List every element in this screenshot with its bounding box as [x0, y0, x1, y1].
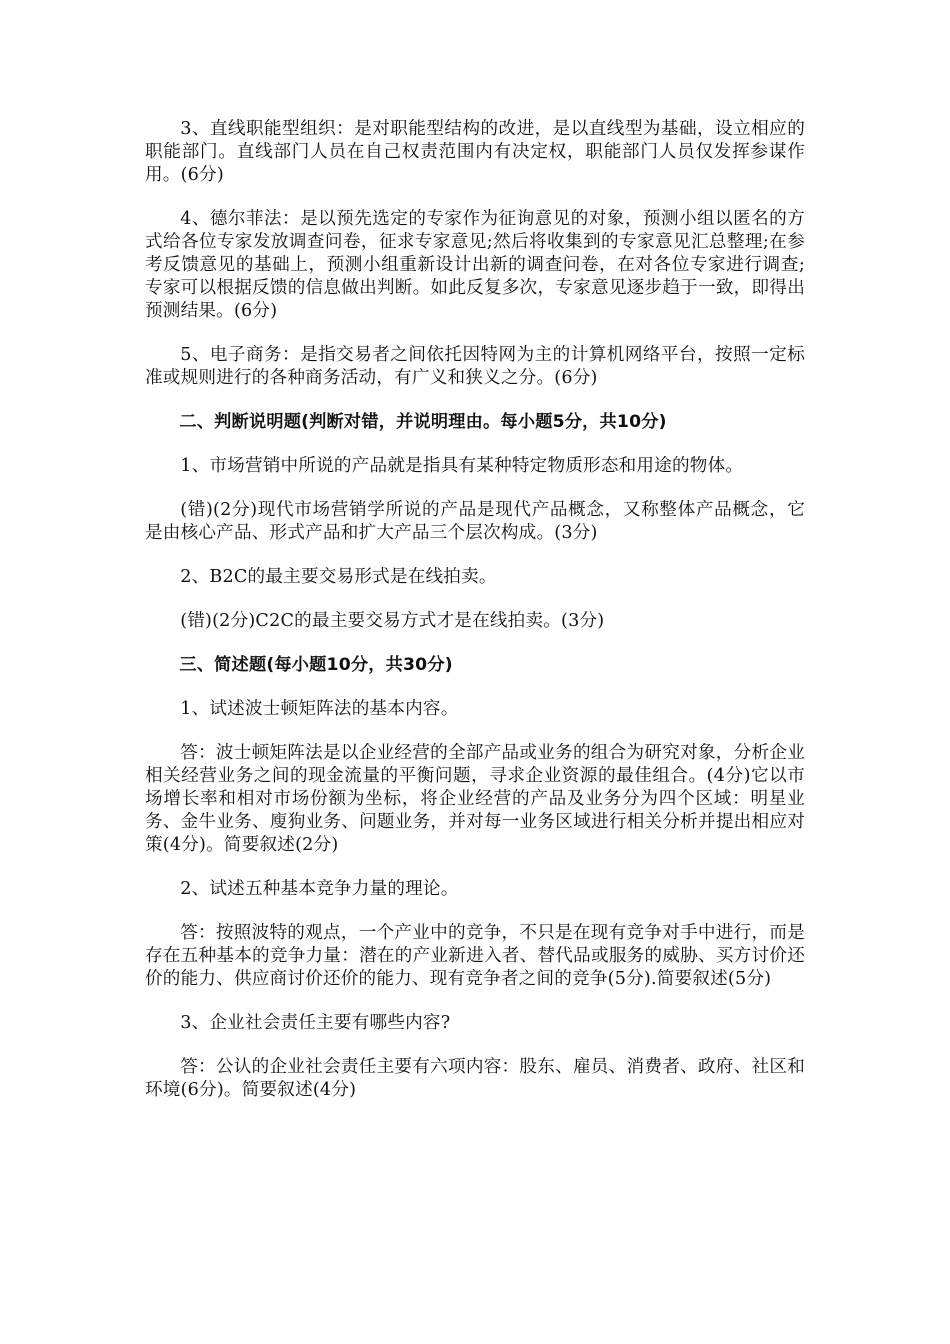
definition-direct-functional-organization: 3、直线职能型组织：是对职能型结构的改进，是以直线型为基础，设立相应的职能部门。直线部门人员在自己权责范围内有决定权，职能部门人员仅发挥参谋作用。(6分) [145, 119, 805, 185]
definition-delphi-method: 4、德尔菲法：是以预先选定的专家作为征询意见的对象，预测小组以匿名的方式给各位专家发放调查问卷，征求专家意见;然后将收集到的专家意见汇总整理;在参考反馈意见的基础上，预测小组重新设计出新的调查问卷，在对各位专家进行调查;专家可以根据反馈的信息做出判断。如此反复多次，专家意见逐步趋于一致，即得出预测结果。(6分) [145, 209, 805, 321]
short-answer-3: 答：公认的企业社会责任主要有六项内容：股东、雇员、消费者、政府、社区和环境(6分)。简要叙述(4分) [145, 1057, 805, 1100]
question-1-answer: (错)(2分)现代市场营销学所说的产品是现代产品概念，又称整体产品概念，它是由核心产品、形式产品和扩大产品三个层次构成。(3分) [145, 500, 805, 543]
question-1-statement: 1、市场营销中所说的产品就是指具有某种特定物质形态和用途的物体。 [180, 456, 744, 476]
section-heading-short-answer: 三、简述题(每小题10分，共30分) [179, 655, 453, 675]
question-2-statement: 2、B2C的最主要交易形式是在线拍卖。 [180, 567, 497, 587]
document-page [145, 118, 805, 1123]
short-answer-2: 答：按照波特的观点，一个产业中的竞争，不只是在现有竞争对手中进行，而是存在五种基本的竞争力量：潜在的产业新进入者、替代品或服务的威胁、买方讨价还价的能力、供应商讨价还价的能力、现有竞争者之间的竞争(5分).简要叙述(5分) [145, 923, 805, 989]
short-answer-1: 答：波士顿矩阵法是以企业经营的全部产品或业务的组合为研究对象，分析企业相关经营业务之间的现金流量的平衡问题，寻求企业资源的最佳组合。(4分)它以市场增长率和相对市场份额为坐标，将企业经营的产品及业务分为四个区域：明星业务、金牛业务、廋狗业务、问题业务，并对每一业务区域进行相关分析并提出相应对策(4分)。简要叙述(2分) [145, 743, 805, 855]
definition-e-commerce: 5、电子商务：是指交易者之间依托因特网为主的计算机网络平台，按照一定标准或规则进行的各种商务活动，有广义和狭义之分。(6分) [145, 345, 805, 388]
short-question-2: 2、试述五种基本竞争力量的理论。 [180, 879, 459, 899]
short-question-3: 3、企业社会责任主要有哪些内容? [180, 1013, 451, 1033]
question-2-answer: (错)(2分)C2C的最主要交易方式才是在线拍卖。(3分) [180, 611, 605, 631]
short-question-1: 1、试述波士顿矩阵法的基本内容。 [180, 699, 459, 719]
section-heading-true-false: 二、判断说明题(判断对错，并说明理由。每小题5分，共10分) [179, 412, 667, 432]
